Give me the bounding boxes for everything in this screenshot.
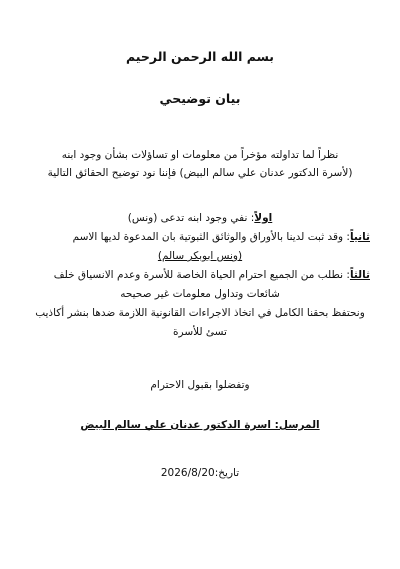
point-third-line-3: ونحتفظ بحقنا الكامل في اتخاذ الاجراءات القانونية اللازمة ضدها بنشر أكاذيب bbox=[35, 307, 365, 319]
point-second-text: : وقد ثبت لدينا بالأوراق والوثائق الثبوتية بان المدعوة لديها الاسم bbox=[72, 231, 350, 243]
point-third-label: ثالثاً bbox=[349, 269, 370, 281]
basmala: بسم الله الرحمن الرحيم bbox=[126, 49, 274, 64]
point-third-text: : نطلب من الجميع احترام الحياة الخاصة للأسرة وعدم الانسياق خلف bbox=[53, 269, 350, 281]
point-first bbox=[30, 211, 370, 225]
closing-text: وتفضلوا بقبول الاحترام bbox=[150, 379, 250, 391]
document-title: بيان توضيحي bbox=[159, 91, 241, 106]
point-third-line-2: شائعات وتداول معلومات غير صحيحه bbox=[120, 288, 280, 300]
point-second bbox=[30, 230, 370, 244]
intro-line-1: نظراً لما تداولته مؤخراً من معلومات او تساؤلات بشأن وجود ابنه bbox=[61, 149, 339, 161]
point-first-label: اولاً bbox=[254, 212, 273, 224]
intro-line-2: (لأسرة الدكتور عدنان علي سالم البيض) فإننا نود توضيح الحقائق التالية bbox=[47, 167, 353, 179]
point-second-label: ثانياً bbox=[349, 231, 370, 243]
point-first-text: : نفي وجود ابنه تدعى (ونس) bbox=[127, 212, 255, 224]
point-second-name: (ونس ابوبكر سالم) bbox=[157, 250, 243, 262]
point-third-line-4: تسئ للأسرة bbox=[173, 326, 227, 338]
sender-line: المرسل: اسرة الدكتور عدنان علي سالم البيض bbox=[80, 419, 320, 431]
point-third bbox=[30, 268, 370, 282]
date-line: تاريخ:2026/8/20 bbox=[160, 467, 240, 479]
